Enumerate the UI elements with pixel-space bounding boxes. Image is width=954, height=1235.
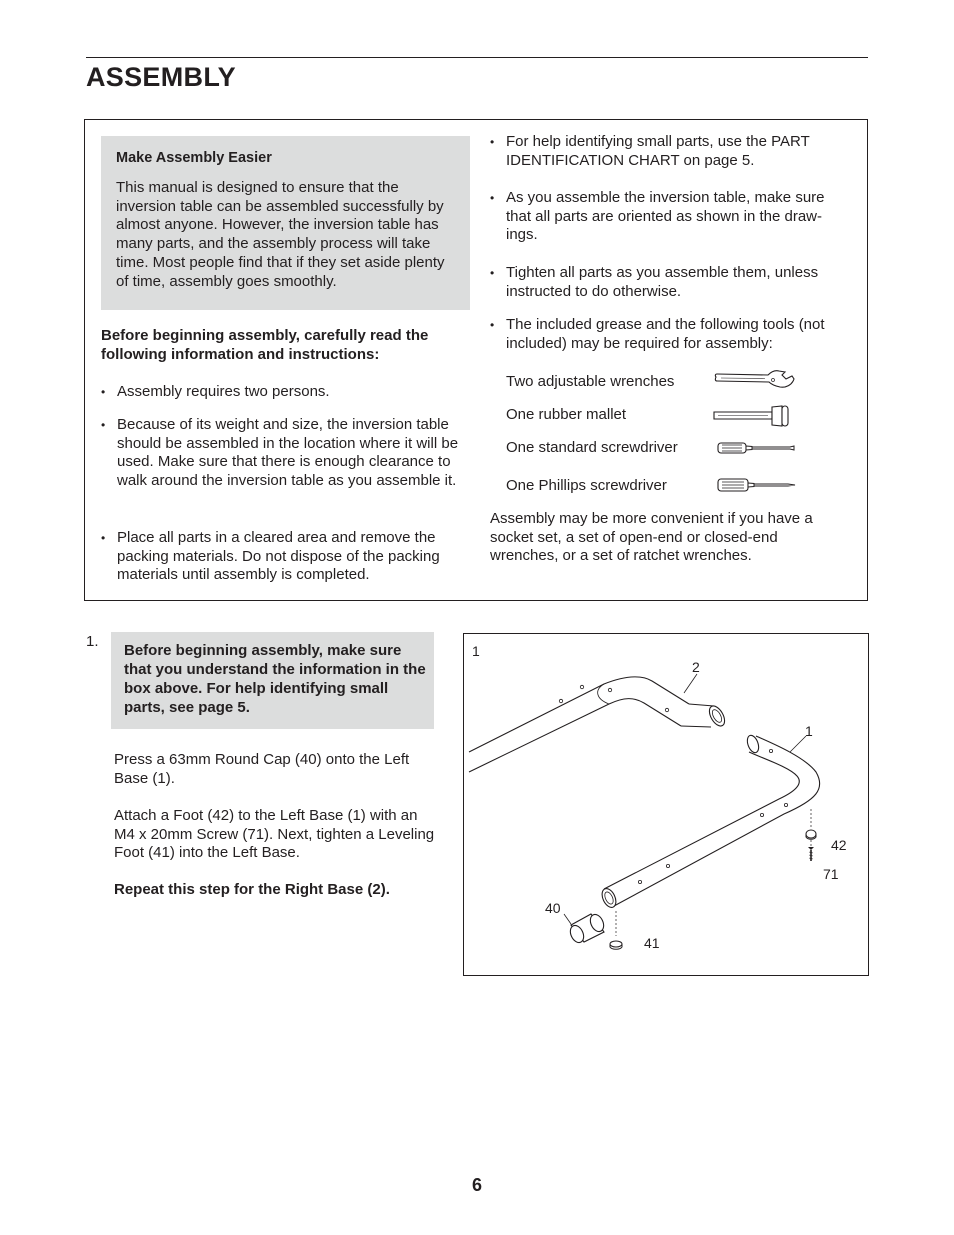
callout-part-1: 1 [805,723,813,739]
step-notice-panel [111,632,434,729]
easier-heading: Make Assembly Easier [116,150,272,166]
tool-label-standard-screwdriver: One standard screwdriver [506,439,678,456]
step-number: 1. [86,633,99,650]
before-beginning-text: Before beginning assembly, carefully read the following information and instructions: [101,327,429,363]
bullet-dot: • [490,135,495,149]
make-assembly-easier-panel [101,136,470,310]
bullet-dot: • [101,531,106,545]
convenient-text: Assembly may be more convenient if you have a socket set, a set of open-end or closed-end wrenches, or a set of ratchet wrenches. [490,510,813,565]
header-rule [86,57,868,58]
callout-part-40: 40 [545,900,561,916]
adjustable-wrench-icon [713,368,795,392]
callout-part-71: 71 [823,866,839,882]
standard-screwdriver-icon [716,440,798,456]
step-paragraph-3: Repeat this step for the Right Base (2). [114,881,390,898]
bullet-dot: • [490,191,495,205]
bullet-dot: • [490,318,495,332]
figure-1 [463,633,869,976]
page-title: ASSEMBLY [86,62,236,92]
page-number: 6 [471,1175,482,1195]
bullet-dot: • [490,266,495,280]
bullet-dot: • [101,385,106,399]
callout-part-41: 41 [644,935,660,951]
base-assembly-drawing [464,634,869,976]
step-paragraph-2: Attach a Foot (42) to the Left Base (1) with an M4 x 20mm Screw (71). Next, tighten a Leveling Foot (41) into the Left Base. [114,807,435,862]
rubber-mallet-icon [712,403,792,429]
step-notice-text: Before beginning assembly, make sure that you understand the information in the box above. For help identifying small parts, see page 5. [124,642,426,716]
step-paragraph-1: Press a 63mm Round Cap (40) onto the Left Base (1). [114,751,410,787]
figure-number: 1 [472,643,480,659]
phillips-screwdriver-icon [716,477,798,493]
bullet-dot: • [101,418,106,432]
callout-part-2: 2 [692,659,700,675]
tool-label-mallet: One rubber mallet [506,406,627,423]
callout-part-42: 42 [831,837,847,853]
tool-label-phillips-screwdriver: One Phillips screwdriver [506,477,667,494]
easier-text: This manual is designed to ensure that the inversion table can be assembled successfully by almost anyone. However, the inversion table has many parts, and the assembly process will take time. Most people find that if they set aside plenty of time, assembly goes smoothly. [116,179,445,290]
tool-label-wrench: Two adjustable wrenches [506,373,675,390]
